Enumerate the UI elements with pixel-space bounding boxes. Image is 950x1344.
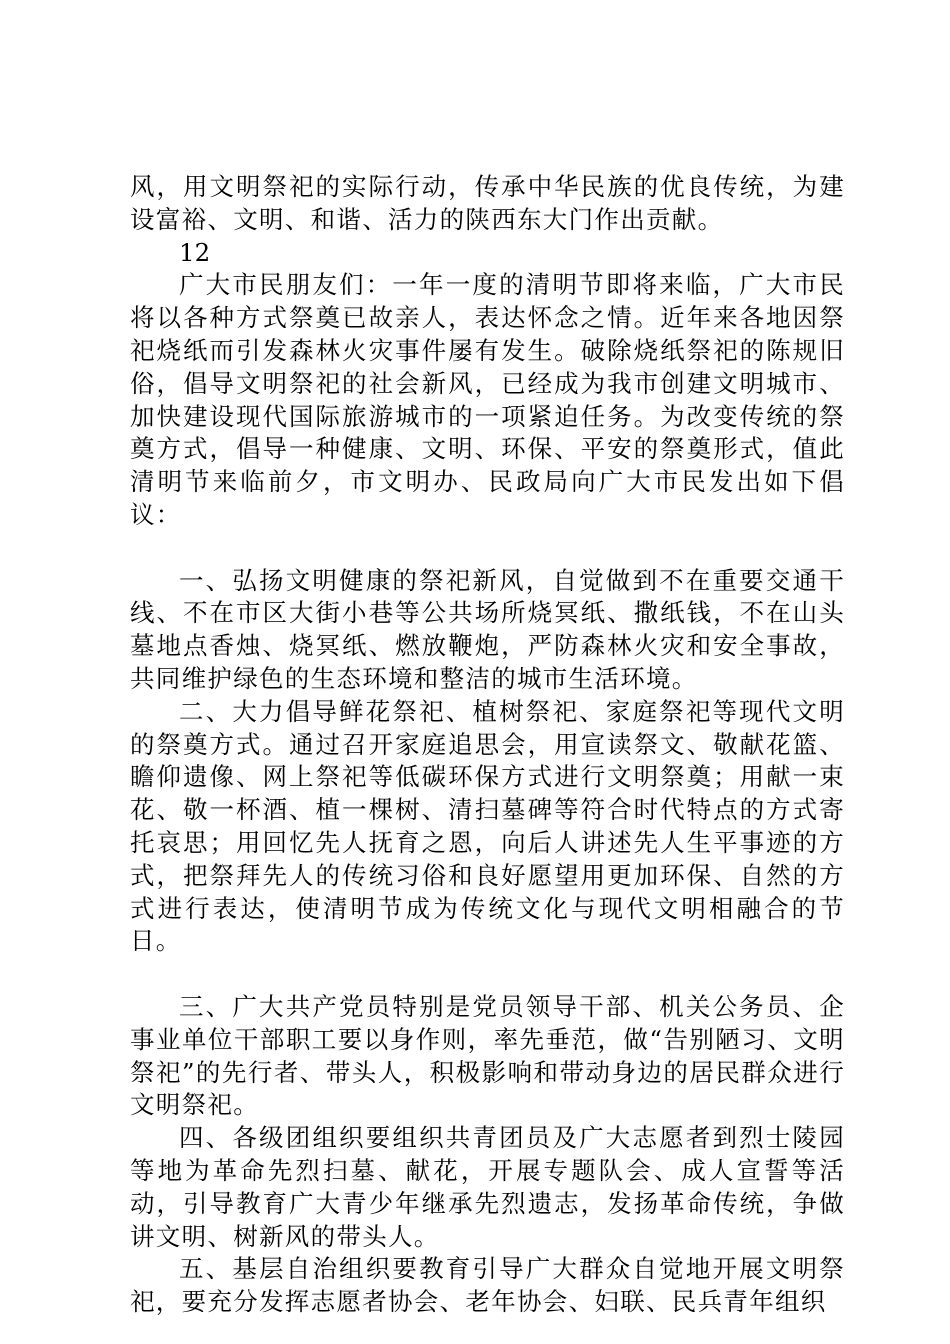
blank-line <box>130 958 845 991</box>
paragraph-item-5: 五、基层自治组织要教育引导广大群众自觉地开展文明祭祀，要充分发挥志愿者协会、老年协会、妇联、民兵青年组织 <box>130 1254 845 1317</box>
paragraph-item-1: 一、弘扬文明健康的祭祀新风，自觉做到不在重要交通干线、不在市区大街小巷等公共场所烧冥纸、撒纸钱，不在山头墓地点香烛、烧冥纸、燃放鞭炮，严防森林火灾和安全事故，共同维护绿色的生态环境和整洁的城市生活环境。 <box>130 565 845 693</box>
paragraph-item-4: 四、各级团组织要组织共青团员及广大志愿者到烈士陵园等地为革命先烈扫墓、献花，开展专题队会、成人宣誓等活动，引导教育广大青少年继承先烈遗志，发扬革命传统，争做讲文明、树新风的带头人。 <box>130 1123 845 1251</box>
document-body <box>130 171 845 1319</box>
paragraph-continuation: 风，用文明祭祀的实际行动，传承中华民族的优良传统，为建设富裕、文明、和谐、活力的陕西东大门作出贡献。 <box>130 172 845 234</box>
blank-line <box>130 532 845 565</box>
page-number-marker: 12 <box>179 237 211 267</box>
paragraph-item-3: 三、广大共产党员特别是党员领导干部、机关公务员、企事业单位干部职工要以身作则，率先垂范，做“告别陋习、文明祭祀”的先行者、带头人，积极影响和带动身边的居民群众进行文明祭祀。 <box>130 991 845 1120</box>
paragraph-item-2: 二、大力倡导鲜花祭祀、植树祭祀、家庭祭祀等现代文明的祭奠方式。通过召开家庭追思会，用宣读祭文、敬献花篮、瞻仰遗像、网上祭祀等低碳环保方式进行文明祭奠；用献一束花、敬一杯酒、植一棵树、清扫墓碑等符合时代特点的方式寄托哀思；用回忆先人抚育之恩，向后人讲述先人生平事迹的方式，把祭拜先人的传统习俗和良好愿望用更加环保、自然的方式进行表达，使清明节成为传统文化与现代文明相融合的节日。 <box>130 696 845 956</box>
paragraph-intro: 广大市民朋友们：一年一度的清明节即将来临，广大市民将以各种方式祭奠已故亲人，表达怀念之情。近年来各地因祭祀烧纸而引发森林火灾事件屡有发生。破除烧纸祭祀的陈规旧俗，倡导文明祭祀的社会新风，已经成为我市创建文明城市、加快建设现代国际旅游城市的一项紧迫任务。为改变传统的祭奠方式，倡导一种健康、文明、环保、平安的祭奠形式，值此清明节来临前夕，市文明办、民政局向广大市民发出如下倡议： <box>130 270 845 529</box>
